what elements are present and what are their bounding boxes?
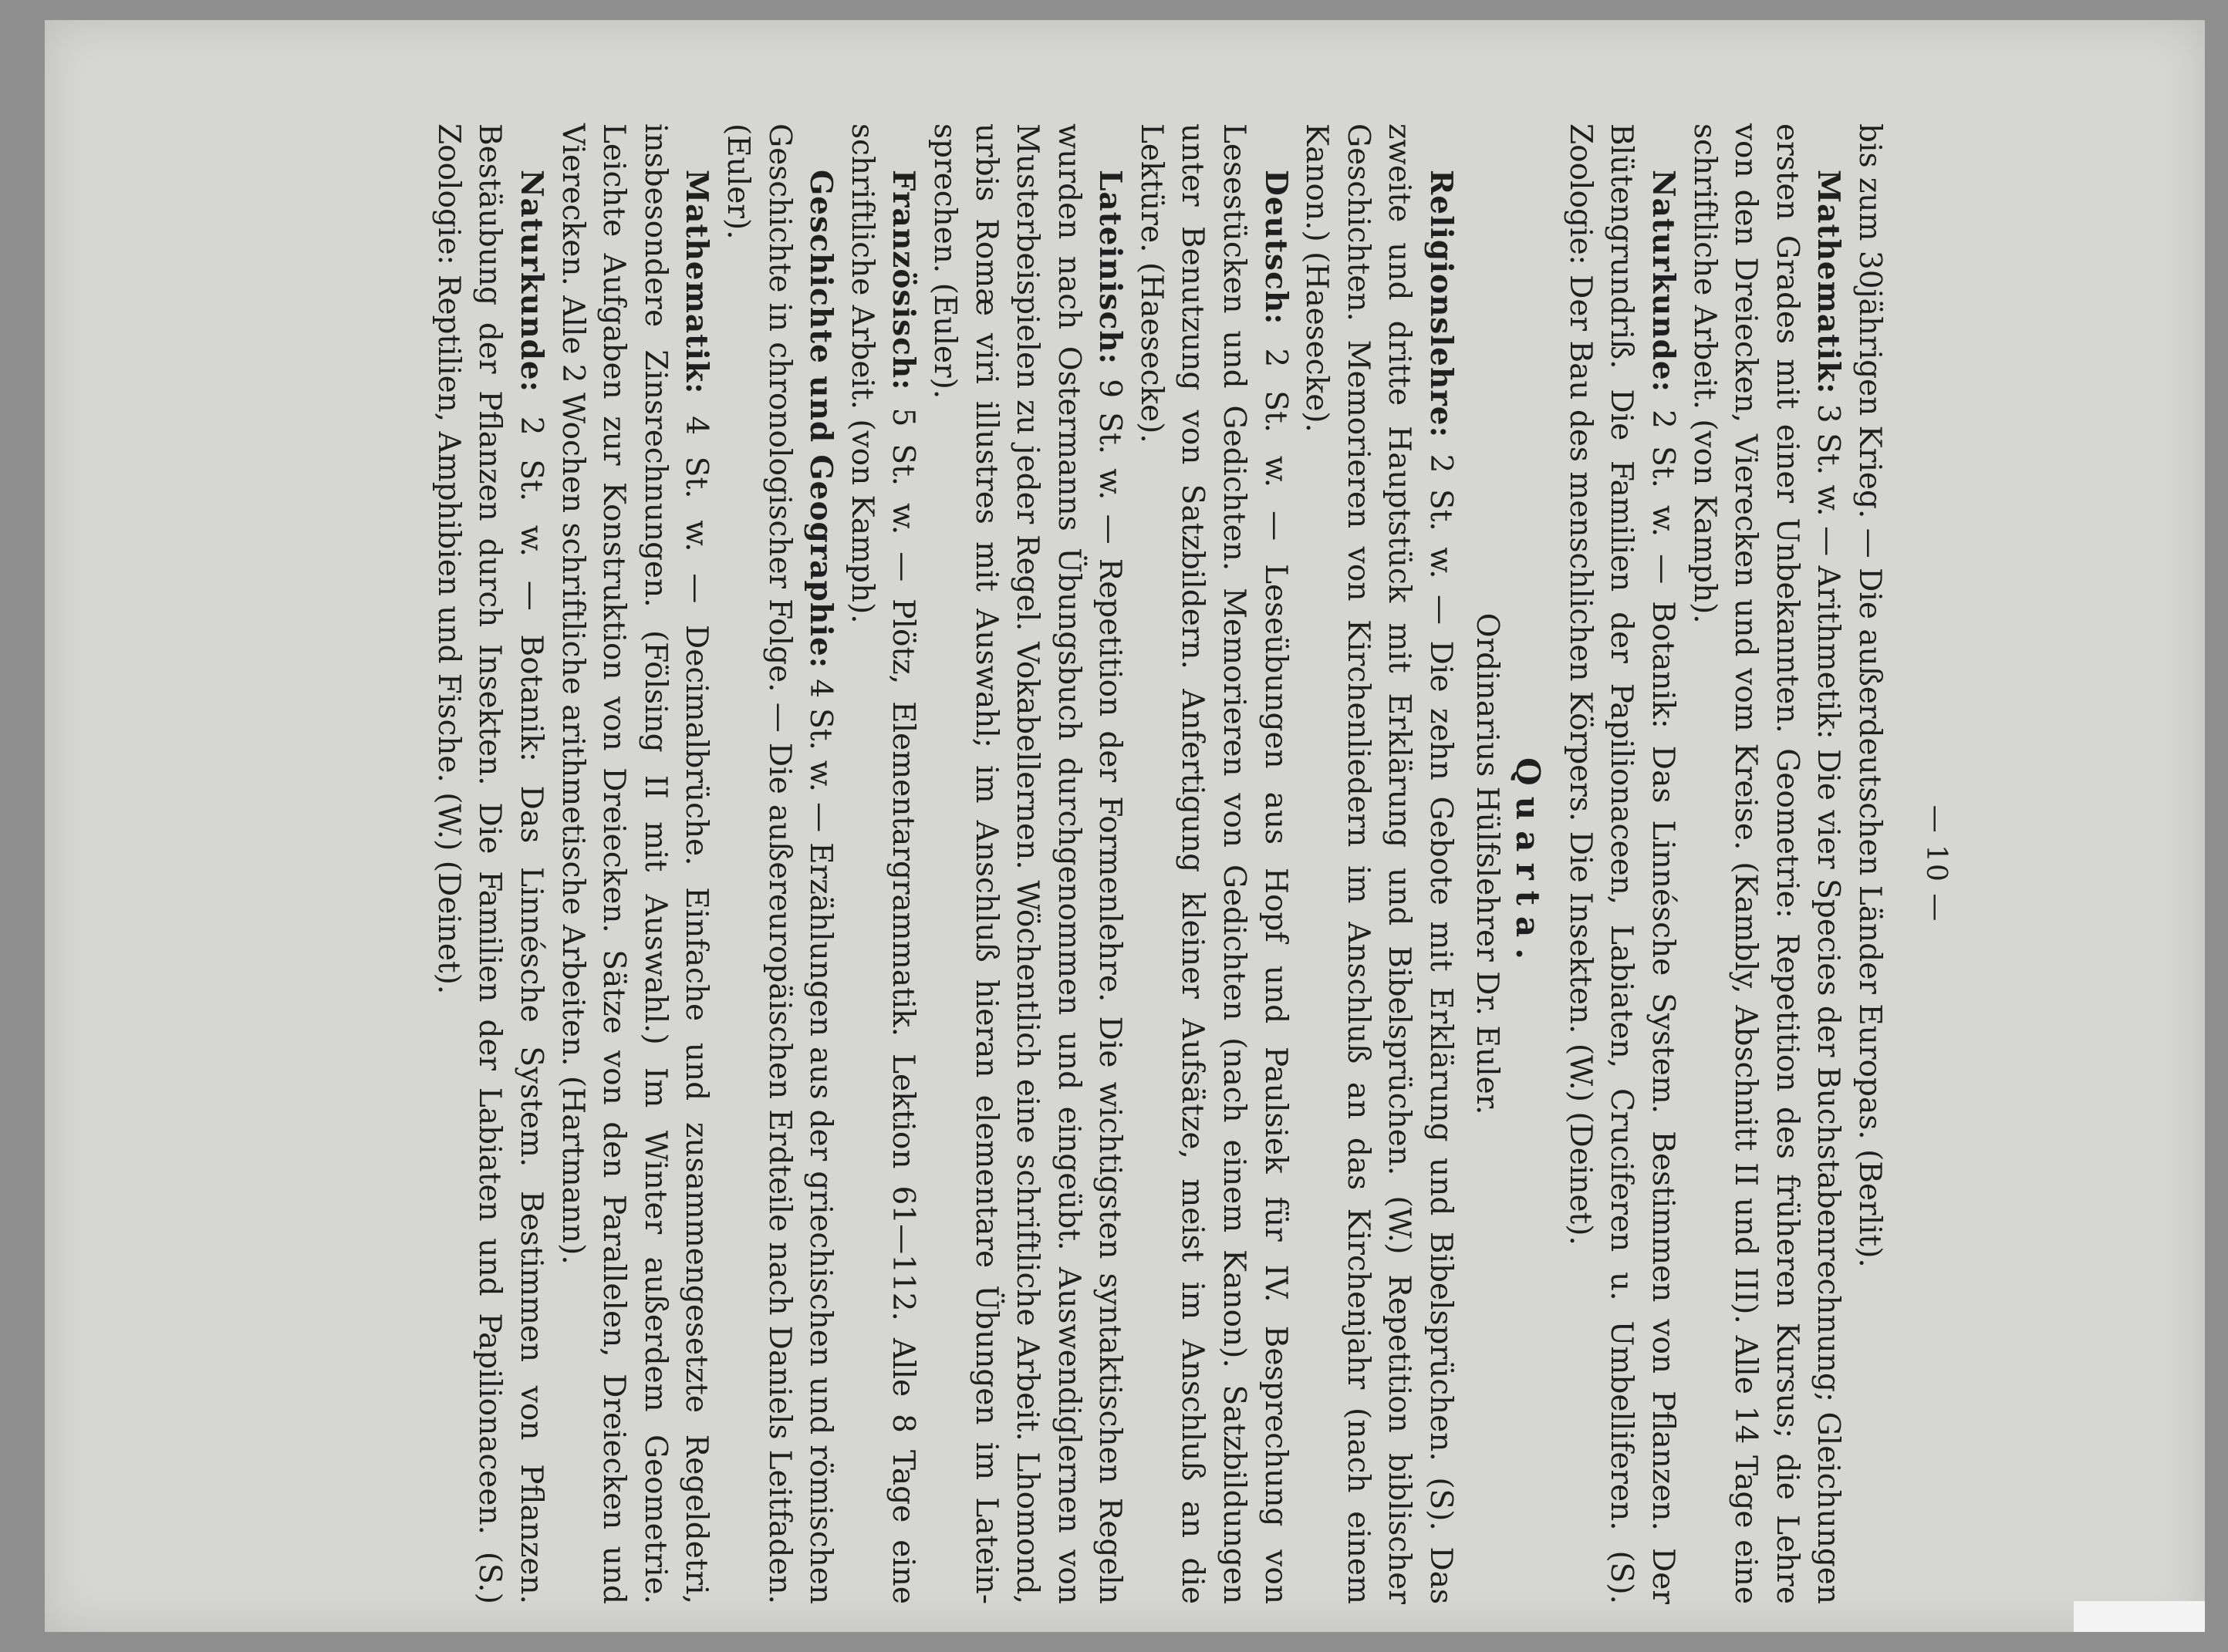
paragraph-text: 4 St. w. — Erzählungen aus der griechischen und römischen Geschichte in chronologischer Folge. — Die außereuropäischen Erdteile nach Daniels Leitfaden. (Euler). [720, 123, 839, 1604]
paragraph-text: 2 St. w. — Die zehn Gebote mit Erklärung und Bibelsprüchen. (S). Das zweite und dritte Hauptstück mit Erklärung und Bibelsprüchen. (W.) Repetition biblischer Geschichten. Memorieren von Kirchenliedern im Anschluß an das Kirchenjahr (nach einem Kanon.) (Haesecke). [1299, 123, 1459, 1604]
paragraph-lateinisch [923, 123, 1130, 1604]
subject-heading: Geschichte und Geographie: [803, 170, 839, 669]
paragraph-franzoesisch [841, 123, 923, 1604]
ordinarius-line: Ordinarius Hülfslehrer Dr. Euler. [1469, 612, 1504, 1115]
paragraph-text: 2 St. w. — Botanik: Das Linnésche System. Bestimmen von Pflanzen. Bestäubung der Pflanzen durch Insekten. Die Familien der Labiaten und Papilionaceen. (S.) Zoologie: Reptilien, Amphibien und Fische. (W.) (Deinet). [430, 123, 549, 1604]
paragraph-text: 2 St. w. — Leseübungen aus Hopf und Paulsiek für IV. Besprechung von Lesestücken und Gedichten. Memorieren von Gedichten (nach einem Kanon). Satzbildungen unter Benutzung von Satzbildern. Anfertigung kleiner Aufsätze, meist im Anschluß an die Lektüre. (Haesecke). [1133, 123, 1293, 1605]
page-number: — 10 — [1920, 804, 1952, 923]
paragraph-mathematik-quarta [552, 123, 717, 1604]
document-page [177, 93, 1952, 1635]
subject-heading: Mathematik: [679, 170, 715, 395]
paragraph-geschichte-cont [1848, 123, 1890, 1604]
paragraph-naturkunde-quarta [427, 123, 552, 1604]
subject-heading: Religionslehre: [1423, 170, 1460, 439]
subject-heading: Naturkunde: [1646, 170, 1682, 393]
paragraph-text: 4 St. w. — Decimalbrüche. Einfache und zusammengesetzte Regeldetri, insbesondere Zinsrechnungen. (Fölsing II mit Auswahl.) Im Winter außerdem Geometrie. Leichte Aufgaben zur Konstruktion von Dreiecken. Sätze von den Parallelen, Dreiecken und Vierecken. Alle 2 Wochen schriftliche arithmetische Arbeiten. (Hartmann). [555, 123, 714, 1604]
body-text [427, 123, 1890, 1604]
subject-heading: Mathematik: [1811, 170, 1847, 395]
paragraph-text: 2 St. w. — Botanik: Das Linnésche System. Bestimmen von Pflanzen. Der Blütengrundriß. Die Familien der Papilionaceen, Labiaten, Cruciferen u. Umbelliferen. (S). Zoologie: Der Bau des menschlichen Körpers. Die Insekten. (W.) (Deinet). [1562, 123, 1681, 1604]
paragraph-naturkunde-tertia [1559, 123, 1683, 1604]
subject-heading: Naturkunde: [514, 170, 549, 393]
paragraph-text: 5 St. w. — Plötz, Elementargrammatik. Lektion 61—112. Alle 8 Tage eine schriftliche Arbeit. (von Kamph). [844, 123, 921, 1604]
page-corner [2074, 1601, 2205, 1632]
paragraph-mathematik-tertia [1683, 123, 1848, 1604]
paragraph-geschichte-geographie [717, 123, 841, 1604]
section-title: Quarta. [1509, 757, 1548, 970]
subject-heading: Deutsch: [1257, 170, 1294, 325]
paragraph-text: 3 St. w. — Arithmetik: Die vier Species der Buchstabenrechnung; Gleichungen ersten Grades mit einer Unbekannten. Geometrie: Repetition des früheren Kursus; die Lehre von den Dreiecken, Vierecken und vom Kreise. (Kambly, Abschnitt II und III). Alle 14 Tage eine schriftliche Arbeit. (von Kamph). [1686, 123, 1846, 1605]
subject-heading: Lateinisch: [1092, 170, 1129, 365]
subject-heading: Französisch: [886, 170, 922, 391]
paragraph-religionslehre [1296, 123, 1461, 1604]
paragraph-deutsch [1130, 123, 1295, 1604]
paragraph-text: bis zum 30jährigen Krieg. — Die außerdeutschen Länder Europas. (Berlit). [1852, 123, 1887, 1268]
paragraph-text: 9 St. w. — Repetition der Formenlehre. Die wichtigsten syntaktischen Regeln wurden nach Ostermanns Übungsbuch durchgenommen und eingeübt. Auswendiglernen von Musterbeispielen zu jeder Regel. Vokabellernen. Wöchentlich eine schriftliche Arbeit. Lhomond, urbis Romæ viri illustres mit Auswahl; im Anschluß hieran elementare Übungen im Latein-sprechen. (Euler). [927, 123, 1128, 1605]
